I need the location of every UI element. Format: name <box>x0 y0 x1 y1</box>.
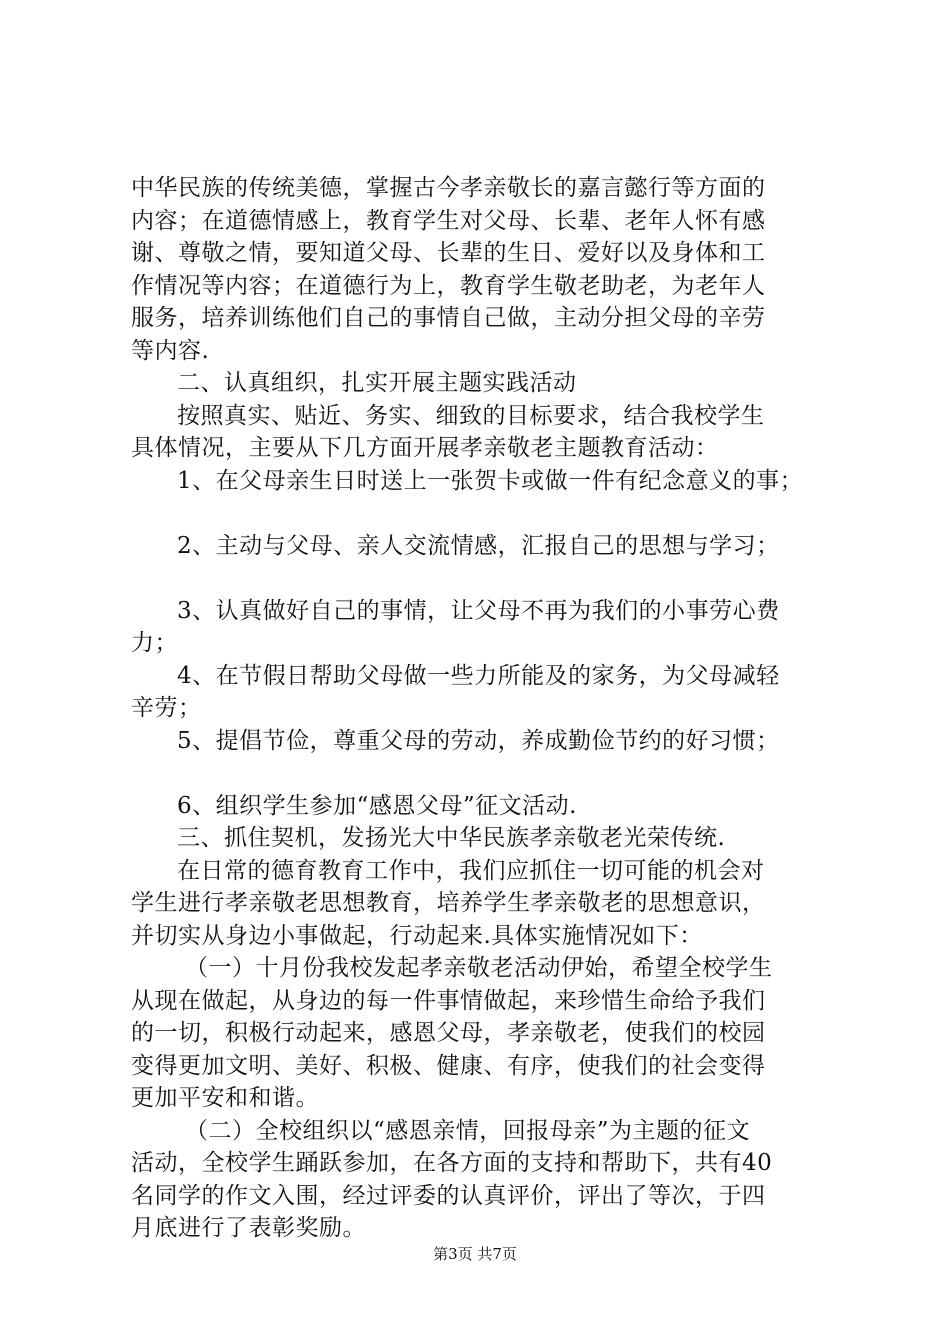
paragraph-line: 作情况等内容；在道德行为上，教育学生敬老助老，为老年人 <box>131 272 766 299</box>
list-item: 5、提倡节俭，尊重父母的劳动，养成勤俭节约的好习惯； <box>177 727 780 754</box>
paragraph-line: 力； <box>131 630 178 656</box>
blank-line <box>131 497 851 530</box>
paragraph-line: （二）全校组织以“感恩亲情，回报母亲”为主题的征文 <box>185 1117 751 1144</box>
paragraph-line: 并切实从身边小事做起，行动起来.具体实施情况如下： <box>131 922 703 949</box>
blank-line <box>131 562 851 595</box>
paragraph-line: 服务，培养训练他们自己的事情自己做，主动分担父母的辛劳 <box>131 305 766 331</box>
paragraph-line: 内容；在道德情感上，教育学生对父母、长辈、老年人怀有感 <box>131 207 766 234</box>
paragraph-line: 辛劳； <box>131 695 202 721</box>
paragraph-line: 变得更加文明、美好、积极、健康、有序，使我们的社会变得 <box>131 1052 766 1079</box>
section-heading: 三、抓住契机，发扬光大中华民族孝亲敬老光荣传统. <box>177 825 726 851</box>
paragraph-line: 活动，全校学生踊跃参加，在各方面的支持和帮助下，共有40 <box>131 1150 773 1176</box>
list-item: 4、在节假日帮助父母做一些力所能及的家务，为父母减轻 <box>177 662 780 689</box>
list-item: 3、认真做好自己的事情，让父母不再为我们的小事劳心费 <box>177 597 780 624</box>
body-text <box>131 172 851 1245</box>
paragraph-line: 名同学的作文入围，经过评委的认真评价，评出了等次，于四 <box>131 1182 766 1209</box>
paragraph-line: 学生进行孝亲敬老思想教育，培养学生孝亲敬老的思想意识， <box>131 890 766 916</box>
paragraph-line: 的一切，积极行动起来，感恩父母，孝亲敬老，使我们的校园 <box>131 1020 766 1046</box>
section-heading: 二、认真组织，扎实开展主题实践活动 <box>177 370 577 396</box>
list-item: 6、组织学生参加“感恩父母”征文活动. <box>177 792 577 819</box>
paragraph-line: 月底进行了表彰奖励。 <box>131 1215 366 1241</box>
paragraph-line: 中华民族的传统美德，掌握古今孝亲敬长的嘉言懿行等方面的 <box>131 175 766 201</box>
blank-line <box>131 757 851 790</box>
paragraph-line: 按照真实、贴近、务实、细致的目标要求，结合我校学生 <box>177 402 765 429</box>
list-item: 2、主动与父母、亲人交流情感，汇报自己的思想与学习； <box>177 532 780 559</box>
paragraph-line: 更加平安和和谐。 <box>131 1085 319 1111</box>
paragraph-line: 具体情况，主要从下几方面开展孝亲敬老主题教育活动： <box>131 435 719 461</box>
paragraph-line: （一）十月份我校发起孝亲敬老活动伊始，希望全校学生 <box>185 955 773 981</box>
paragraph-line: 谢、尊敬之情，要知道父母、长辈的生日、爱好以及身体和工 <box>131 240 766 266</box>
paragraph-line: 等内容. <box>131 337 210 364</box>
paragraph-line: 在日常的德育教育工作中，我们应抓住一切可能的机会对 <box>177 857 765 884</box>
paragraph-line: 从现在做起，从身边的每一件事情做起，来珍惜生命给予我们 <box>131 987 766 1014</box>
page-footer: 第3页 共7页 <box>433 1245 517 1263</box>
list-item: 1、在父母亲生日时送上一张贺卡或做一件有纪念意义的事； <box>177 467 804 494</box>
